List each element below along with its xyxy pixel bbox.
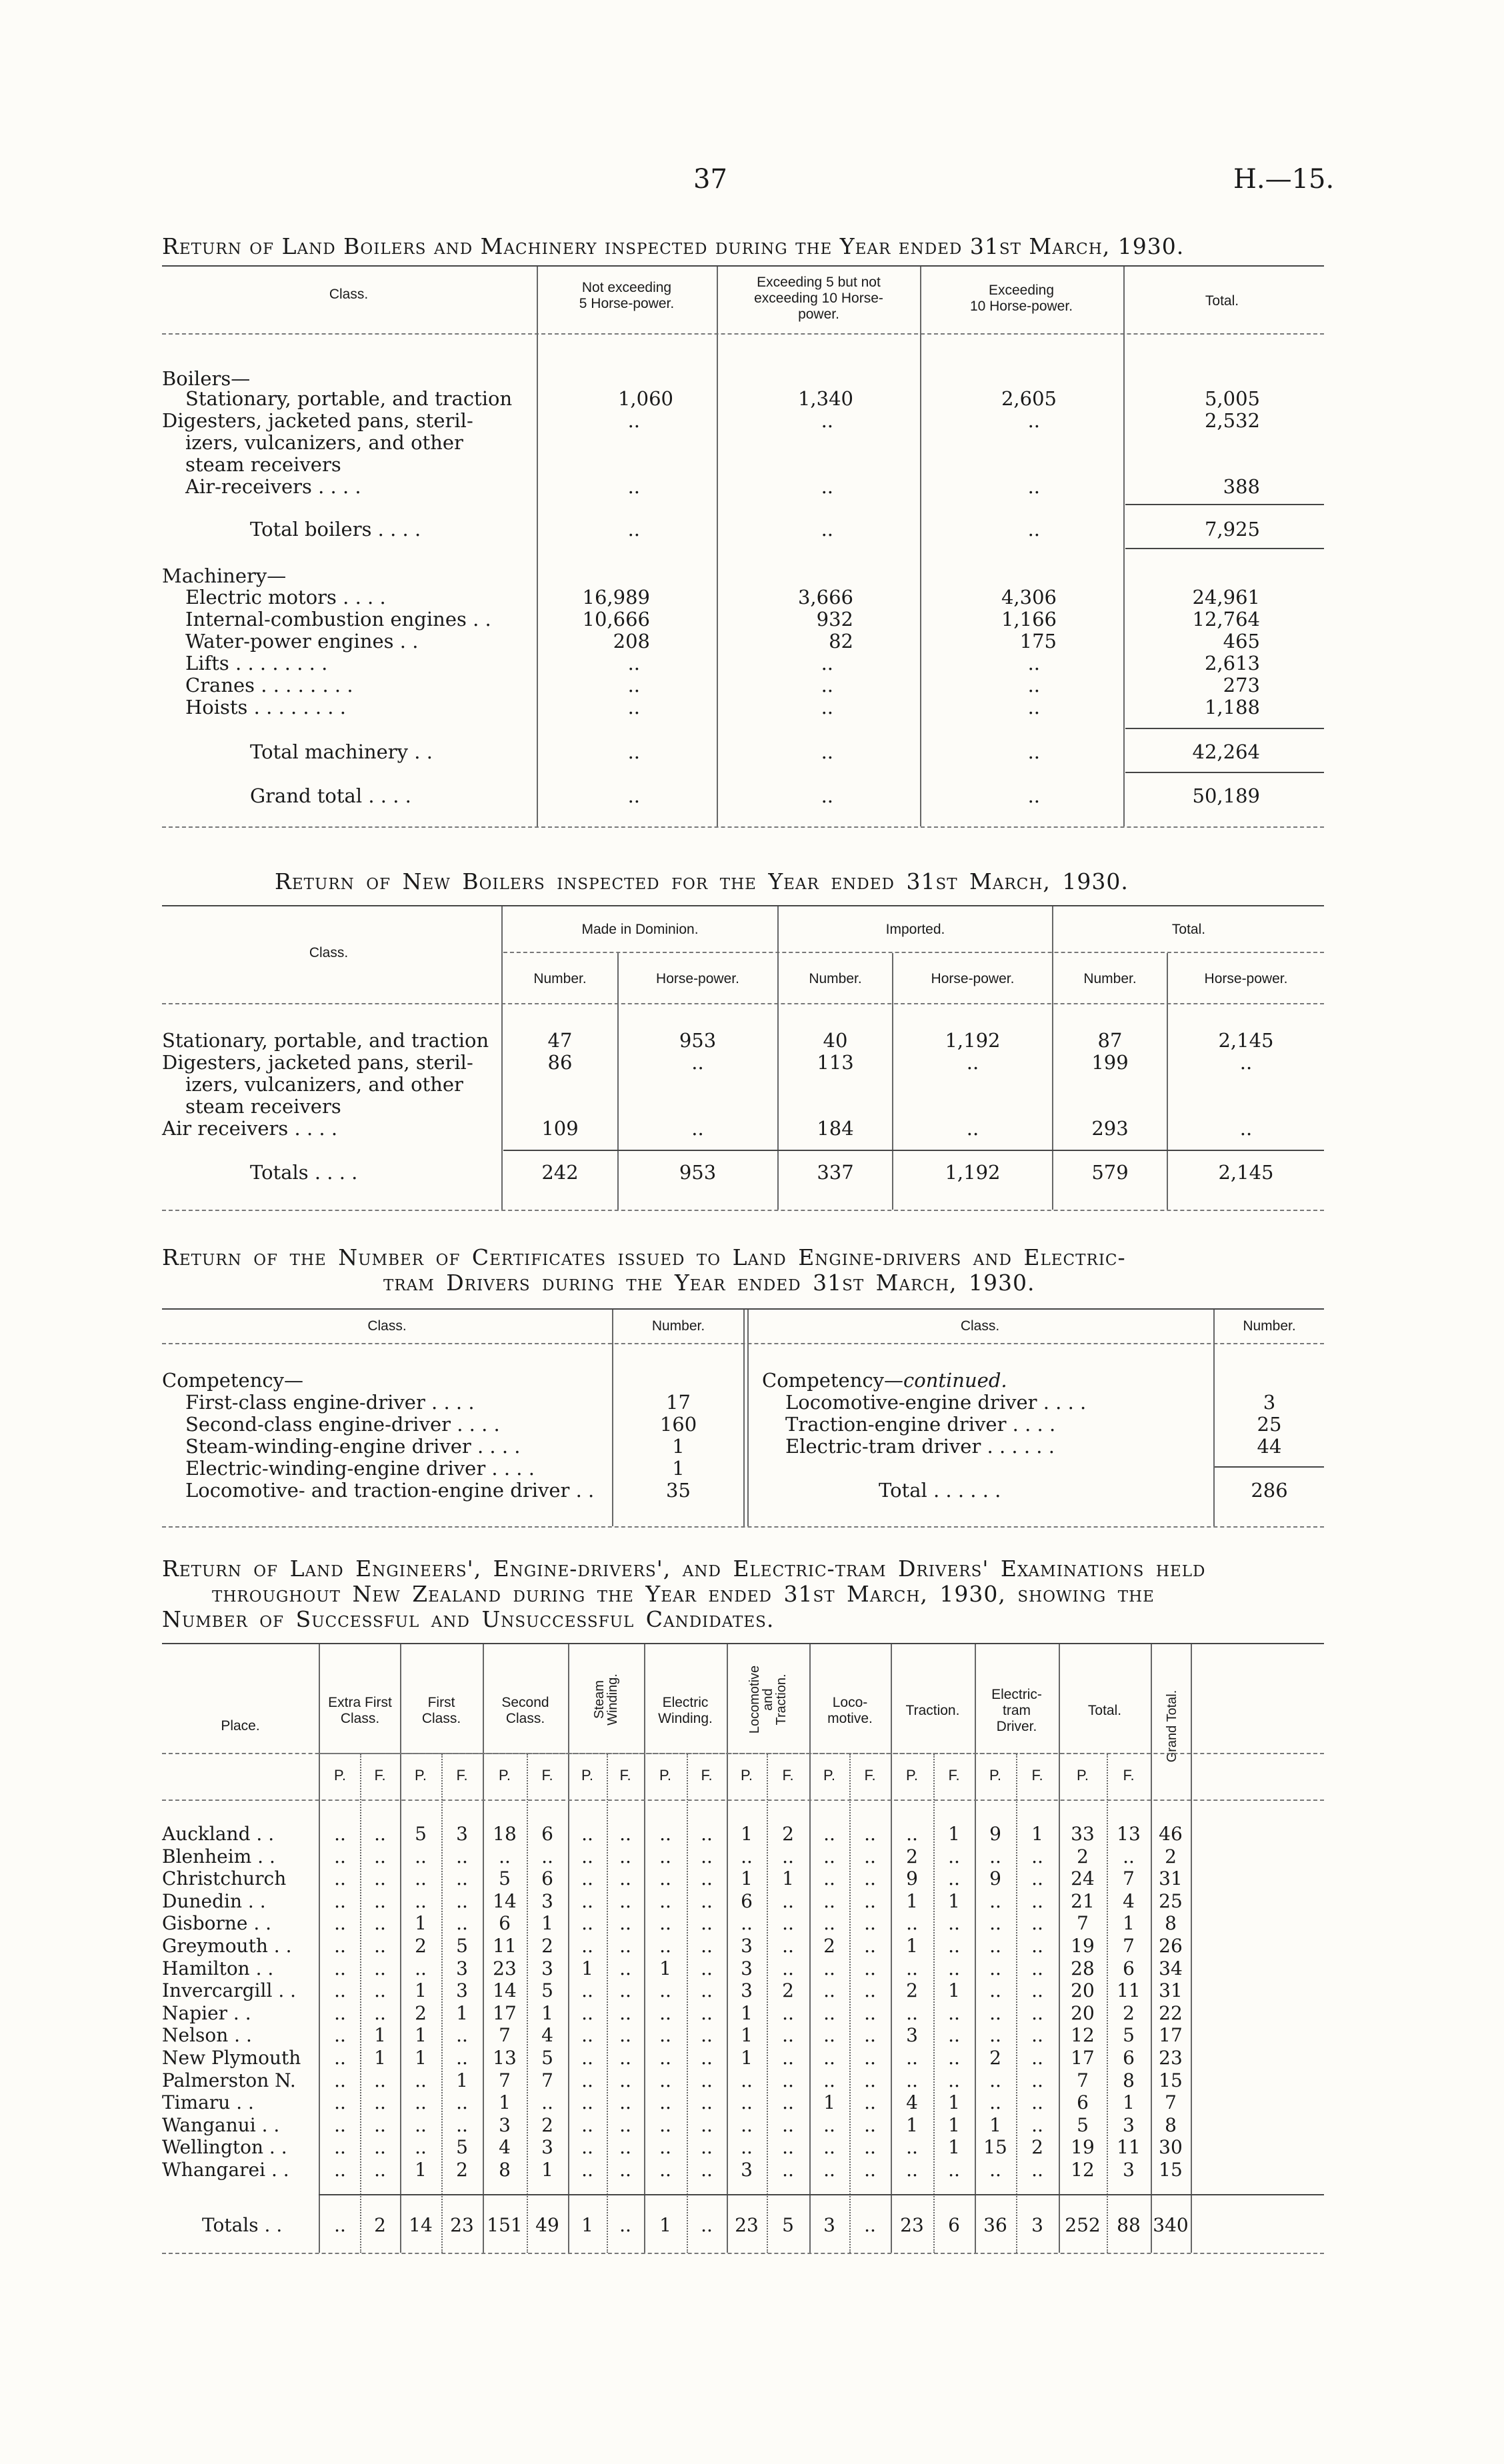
t4-sub-f: F. (864, 1767, 876, 1784)
t2-sub-number: Number. (1083, 971, 1137, 986)
t2-sub-hp: Horse-power. (1204, 971, 1288, 986)
table4-title-line3: Number of Successful and Unsuccessful Candidates. (162, 1606, 775, 1632)
t4-group-header: Total. (1087, 1703, 1122, 1718)
t4-sub-p: P. (334, 1767, 346, 1784)
document-page: 37 H.—15. Return of Land Boilers and Machinery inspected during the Year ended 31st March, 1930. Class. Not exceeding 5 Horse-power. Exceeding 5 but not exceeding 10 Horse- power. Exceeding 10 Horse-power. Total. Boilers— Stationary, portable, and traction 1,060 1,340 2,605 5,005 Digesters, jacketed pans, steril- .. .. .. 2,532 izers, vulcanizers, and other steam receivers Air-receivers . . . . .. .. .. 388 Total boilers . . . . .. .. .. 7,925 Machinery— Electric motors . . . . 16,989 3,666 4,306 24,961 Internal-combustion engines . . 10,666 932 1,166 12,764 Water-power engines . . 208 82 175 465 Lifts . . . . . . . . .. .. .. 2,613 Cranes . . . . . . . . .. .. .. 273 Hoists . . . . . . . . .. .. .. 1,188 Total machinery . . .. .. .. 42,264 Grand total . . . . .. .. .. 50,189 Return of New Boilers inspected for the Year ended 31st March, 1930. Class. Made in Dominion. Imported. Total. Number. Horse-power. Number. Horse-power. Number. Horse-power. Stationary, portable, and traction 47 953 40 1,192 87 2,145 Digesters, jacketed pans, steril- 86 .. 113 .. 199 .. izers, vulcanizers, and other steam receivers Air receivers . . . . 109 .. 184 .. 293 .. Totals . . . . 242 953 337 1,192 579 2,145 Return of the Number of Certificates issued to Land Engine-drivers and Electric- tram Drivers during the Year ended 31st March, 1930. Class. Number. Class. Number. Competency— First-class engine-driver . . . . 17 Second-class engine-driver . . . . 160 Steam-winding-engine driver . . . . 1 Electric-winding-engine driver . . . . 1 Locomotive- and traction-engine driver . . 35 Competency—continued. Locomotive-engine driver . . . . 3 Traction-engine driver . . . . 25 Electric-tram driver . . . . . . 44 Total . . . . . . 286 Return of Land Engineers', Engine-drivers', and Electric-tram Drivers' Examinations held throughout New Zealand during the Year ended 31st March, 1930, showing the Number of Successful and Unsuccessful Candidates. Place. Extra First Class. First Class. Second Class. Steam Winding. Electric Winding. Locomotive and Traction. Loco- motive. Traction. Electric- tram Driver. Total. Grand Total. P. F. P. F. P. F. P. F. P. F. P. F. P. F. P. F. P. F. P. F. Auckland . . .. .. 5 3 18 6 .. .. .. .. 1 2 .. .. .. 1 9 1 33 13 46 Blenheim . . .. .. .. .. .. .. .. .. .. .. .. .. .. .. 2 .. .. .. 2 .. 2 Christchurch .. .. .. .. 5 6 .. .. .. .. 1 1 .. .. 9 .. 9 .. 24 7 31 Dunedin . . .. .. .. .. 14 3 .. .. .. .. 6 .. .. .. 1 1 .. .. 21 4 25 Gisborne . . .. .. 1 .. 6 1 .. .. .. .. .. .. .. .. .. .. .. .. 7 1 8 Greymouth . . .. .. 2 5 11 2 .. .. .. .. 3 .. 2 .. 1 .. .. .. 19 7 26 Hamilton . . .. .. .. 3 23 3 1 .. 1 .. 3 .. .. .. .. .. .. .. 28 6 34 Invercargill . . .. .. 1 3 14 5 .. .. .. .. 3 2 .. .. 2 1 .. .. 20 11 31 Napier . . .. .. 2 1 17 1 .. .. .. .. 1 .. .. .. .. .. .. .. 20 2 22 Nelson . . .. 1 1 .. 7 4 .. .. .. .. 1 .. .. .. 3 .. .. .. 12 5 17 New Plymouth .. 1 1 .. 13 5 .. .. .. .. 1 .. .. .. .. .. 2 .. 17 6 23 Palmerston N. .. .. .. 1 7 7 .. .. .. .. .. .. .. .. .. .. .. .. 7 8 15 Timaru . . .. .. .. .. 1 .. .. .. .. .. .. .. 1 .. 4 1 .. .. 6 1 7 Wanganui . . .. .. .. .. 3 2 .. .. .. .. .. .. .. .. 1 1 1 .. 5 3 8 Wellington . . .. .. .. 5 4 3 .. .. .. .. .. .. .. .. .. 1 15 2 19 11 30 Whangarei . . .. .. 1 2 8 1 .. .. .. .. 3 .. .. .. .. .. .. .. 12 3 15 Totals . . .. 2 14 23 151 49 1 .. 1 .. 23 5 3 .. 23 6 36 3 252 88 340 (0, 0, 1504, 2464)
t2-grp-total: Total. (1171, 922, 1206, 937)
table3-title-line1: Return of the Number of Certificates issued to Land Engine-drivers and Electric- (162, 1244, 1126, 1270)
t4-sub-p: P. (415, 1767, 427, 1784)
t4-group-header: First Class. (421, 1695, 461, 1726)
t4-sub-p: P. (581, 1767, 593, 1784)
t2-sub-hp: Horse-power. (931, 971, 1015, 986)
t3-right-heading: Competency—continued. (762, 1369, 1007, 1392)
t2-sub-hp: Horse-power. (656, 971, 739, 986)
t2-row-label-cont: steam receivers (185, 1095, 341, 1118)
t4-sub-f: F. (619, 1767, 631, 1784)
t1-col-c: Exceeding 10 Horse-power. (969, 283, 1073, 314)
t3-left-heading: Competency— (162, 1369, 303, 1392)
document-reference: H.—15. (1233, 164, 1335, 195)
t4-sub-p: P. (906, 1767, 918, 1784)
t4-sub-f: F. (782, 1767, 794, 1784)
t3-col-number: Number. (651, 1318, 705, 1334)
t4-sub-f: F. (1031, 1767, 1043, 1784)
t2-sub-number: Number. (533, 971, 587, 986)
table3-title-line2: tram Drivers during the Year ended 31st March, 1930. (383, 1270, 1035, 1296)
t3-col-class: Class. (367, 1318, 407, 1334)
t1-col-a: Not exceeding 5 Horse-power. (579, 280, 675, 311)
t1-col-b: Exceeding 5 but not exceeding 10 Horse- power. (754, 275, 883, 322)
t4-group-header: Electric- tram Driver. (991, 1687, 1042, 1734)
t4-sub-f: F. (456, 1767, 468, 1784)
t4-sub-p: P. (659, 1767, 671, 1784)
t4-group-header: Steam Winding. (592, 1674, 620, 1726)
t4-group-header: Electric Winding. (658, 1695, 713, 1726)
t4-sub-p: P. (1077, 1767, 1089, 1784)
t2-grp-made: Made in Dominion. (581, 922, 699, 937)
t1-col-d: Total. (1205, 293, 1239, 309)
t3-col-class: Class. (960, 1318, 1000, 1334)
t4-sub-p: P. (823, 1767, 835, 1784)
t4-group-header: Loco- motive. (827, 1695, 873, 1726)
t1-machinery-heading: Machinery— (162, 565, 287, 587)
t3-col-number: Number. (1243, 1318, 1296, 1334)
table4-title-line1: Return of Land Engineers', Engine-drivers', and Electric-tram Drivers' Examinations held (162, 1556, 1206, 1582)
t1-boilers-heading: Boilers— (162, 367, 251, 390)
t4-sub-f: F. (374, 1767, 386, 1784)
t2-grp-imported: Imported. (885, 922, 945, 937)
t4-col-place: Place. (221, 1718, 260, 1734)
t2-col-class: Class. (309, 945, 349, 960)
t4-grand-total-header: Grand Total. (1165, 1690, 1179, 1763)
t4-sub-p: P. (499, 1767, 511, 1784)
t4-sub-f: F. (701, 1767, 713, 1784)
t2-sub-number: Number. (809, 971, 862, 986)
t4-group-header: Traction. (905, 1703, 960, 1718)
t4-sub-f: F. (948, 1767, 960, 1784)
t2-row-label-cont: izers, vulcanizers, and other (185, 1073, 463, 1096)
table4-title-line2: throughout New Zealand during the Year ended 31st March, 1930, showing the (212, 1581, 1155, 1607)
t1-col-class: Class. (329, 287, 369, 302)
t4-group-header: Second Class. (501, 1695, 549, 1726)
t4-sub-p: P. (989, 1767, 1001, 1784)
table2-title: Return of New Boilers inspected for the Year ended 31st March, 1930. (275, 868, 1129, 894)
t4-sub-f: F. (1123, 1767, 1135, 1784)
page-number: 37 (693, 164, 727, 195)
t1-row-label-cont: izers, vulcanizers, and other (185, 431, 463, 454)
table1-title: Return of Land Boilers and Machinery inspected during the Year ended 31st March, 1930. (162, 233, 1185, 259)
t4-sub-p: P. (741, 1767, 753, 1784)
t4-group-header: Extra First Class. (328, 1695, 392, 1726)
t1-row-label-cont: steam receivers (185, 453, 341, 476)
t4-group-header: Locomotive and Traction. (747, 1665, 789, 1734)
t4-sub-f: F. (541, 1767, 553, 1784)
